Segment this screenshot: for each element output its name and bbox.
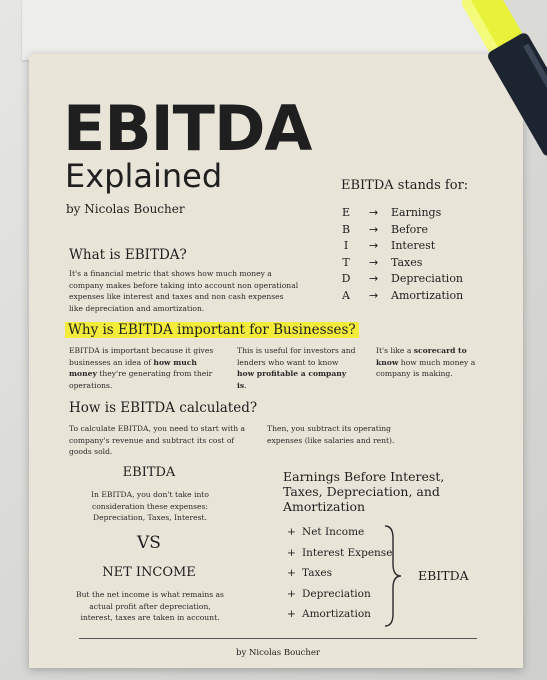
net-income-text: But the net income is what remains as actual profit after depreciation, interest, taxes are taken in account.: [76, 590, 224, 622]
word-taxes: Taxes: [391, 255, 423, 269]
stands-for-row: [339, 239, 529, 256]
what-heading: What is EBITDA?: [69, 247, 187, 263]
arrow-icon: →: [369, 255, 379, 269]
stands-for-heading: EBITDA stands for:: [341, 178, 469, 193]
plus-icon: +: [287, 608, 296, 620]
page-subtitle: Explained: [65, 157, 223, 195]
stands-for-row: [339, 206, 529, 223]
arrow-icon: →: [369, 239, 379, 252]
why-col-1-text-a: EBITDA is important because it gives businesses an idea of: [69, 346, 214, 367]
letter-b: B: [341, 222, 351, 236]
background-sheet: [22, 0, 492, 60]
why-heading-highlight: Why is EBITDA important for Businesses?: [65, 322, 359, 338]
formula-result: EBITDA: [418, 568, 469, 583]
footer-divider: [79, 638, 477, 639]
word-depreciation: Depreciation: [391, 272, 464, 285]
why-col-1: [69, 345, 219, 391]
stands-for-row: [339, 256, 529, 273]
stands-for-row: [339, 223, 529, 240]
ebitda-compare-title: EBITDA: [122, 465, 176, 480]
how-col-2: Then, you subtract its operating expenses (like salaries and rent).: [267, 424, 395, 445]
footer-byline: by Nicolas Boucher: [236, 648, 320, 658]
ebitda-sheet: [29, 54, 523, 668]
formula-item-label: Net Income: [302, 526, 365, 538]
how-heading: How is EBITDA calculated?: [69, 400, 258, 416]
why-col-2-text-c: .: [244, 380, 247, 390]
plus-icon: +: [287, 567, 296, 579]
stands-for-row: [339, 289, 529, 306]
word-amortization: Amortization: [391, 288, 464, 302]
net-income-title: NET INCOME: [102, 565, 196, 580]
formula-item-label: Interest Expense: [302, 546, 393, 559]
word-interest: Interest: [391, 239, 436, 252]
why-col-1-text-c: they're generating from their operations.: [69, 369, 213, 390]
word-earnings: Earnings: [391, 206, 442, 219]
formula-item: [287, 567, 332, 587]
stands-for-row: [339, 272, 529, 289]
how-col-1: To calculate EBITDA, you need to start with a company's revenue and subtract its cost of goods sold.: [69, 424, 246, 456]
formula-item-label: Taxes: [302, 567, 332, 579]
plus-icon: +: [287, 546, 296, 559]
arrow-icon: →: [369, 272, 379, 285]
ebitda-compare-text: In EBITDA, you don't take into consideration these expenses: Depreciation, Taxes, Interest.: [91, 490, 209, 522]
why-heading: [65, 322, 359, 338]
curly-brace-icon: [381, 524, 405, 628]
why-col-2-text-a: This is useful for investors and lenders who want to know: [237, 346, 356, 367]
formula-item: [287, 588, 371, 608]
letter-e: E: [341, 206, 351, 219]
page-title: EBITDA: [63, 92, 312, 165]
why-col-1-bold: how much money: [69, 357, 197, 378]
vs-label: VS: [137, 533, 161, 553]
why-col-3-bold: scorecard to know: [376, 346, 467, 367]
formula-heading: Earnings Before Interest, Taxes, Depreciation, and Amortization: [283, 469, 445, 514]
formula-item-label: Depreciation: [302, 587, 371, 600]
why-col-2: [237, 345, 357, 391]
plus-icon: +: [287, 587, 296, 600]
letter-i: I: [343, 239, 349, 252]
arrow-icon: →: [369, 222, 379, 236]
letter-t: T: [342, 255, 350, 269]
why-col-3-text-c: how much money a company is making.: [376, 357, 476, 378]
why-col-2-bold: how profitable a company is: [237, 369, 347, 390]
letter-d: D: [341, 272, 351, 285]
arrow-icon: →: [369, 206, 379, 219]
letter-a: A: [342, 288, 350, 302]
formula-item-label: Amortization: [302, 608, 371, 620]
why-col-3-text-a: It's like a: [376, 346, 414, 355]
arrow-icon: →: [369, 288, 379, 302]
author-byline: by Nicolas Boucher: [66, 202, 185, 216]
formula-item: [287, 547, 392, 567]
stands-for-list: [339, 206, 529, 316]
formula-item: [287, 608, 371, 628]
formula-item: [287, 526, 364, 546]
what-text: It's a financial metric that shows how much money a company makes before taking into account non operational expenses like interest and taxes and non cash expenses like depreciation and amortization.: [69, 269, 299, 313]
highlighter-pen-icon: [462, 0, 547, 170]
word-before: Before: [391, 222, 429, 236]
why-col-3: [376, 345, 476, 380]
plus-icon: +: [287, 526, 296, 538]
